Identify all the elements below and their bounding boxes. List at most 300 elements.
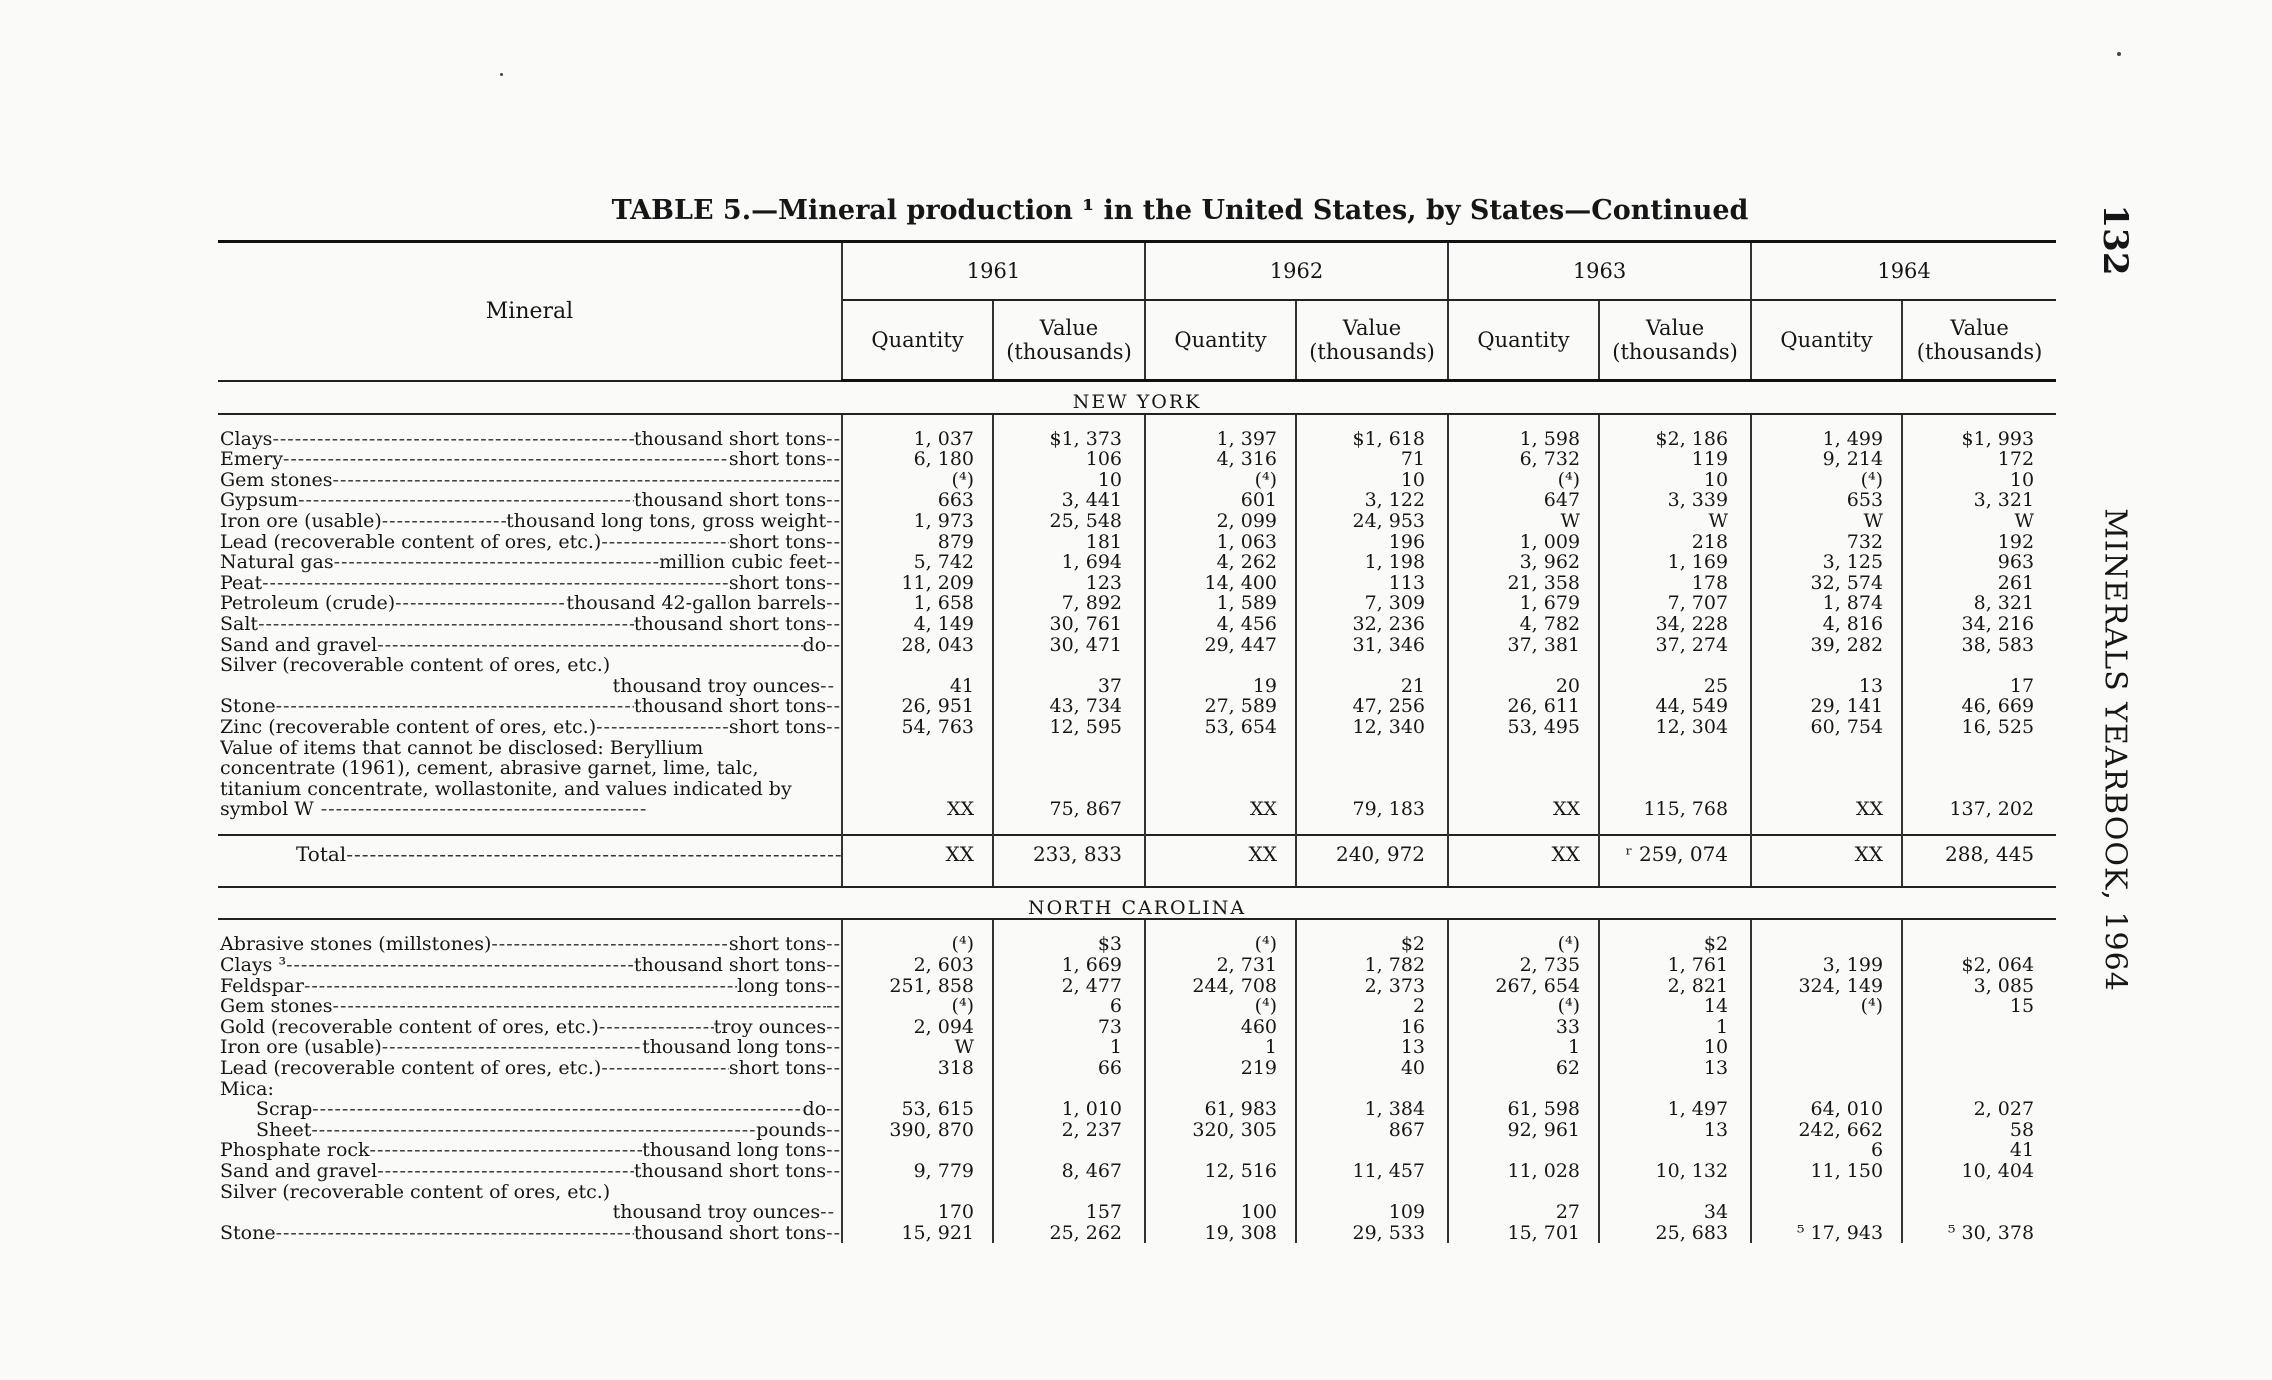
value-cell: 3, 122 (1296, 490, 1448, 511)
spacer-cell (1902, 820, 2056, 835)
quantity-cell (1751, 655, 1902, 676)
mineral-name-text: Gem stones (220, 996, 333, 1017)
quantity-cell: XX (1145, 835, 1296, 872)
table-row (218, 696, 2056, 717)
mineral-label (220, 934, 841, 955)
mineral-unit-text: thousand 42-gallon barrels (566, 593, 827, 614)
leader-dots: -- (820, 675, 835, 697)
spacer-cell (1145, 919, 1296, 934)
quantity-cell: 15, 701 (1448, 1223, 1599, 1244)
value-cell: 13 (1599, 1058, 1751, 1079)
value-cell: 8, 321 (1902, 593, 2056, 614)
quantity-cell: 4, 316 (1145, 449, 1296, 470)
table-row (218, 1202, 2056, 1223)
page-number (2085, 200, 2145, 280)
mineral-name-cell (218, 1120, 842, 1141)
value-cell: 13 (1296, 1037, 1448, 1058)
quantity-cell: 1, 009 (1448, 532, 1599, 553)
leader-dots (346, 844, 841, 865)
value-cell: 2 (1296, 996, 1448, 1017)
quantity-cell: 60, 754 (1751, 717, 1902, 738)
leader-dots: -- (826, 572, 841, 594)
quantity-cell (1751, 1058, 1902, 1079)
quantity-cell: XX (842, 738, 993, 820)
production-table-container (218, 240, 2056, 1243)
quantity-cell: 26, 951 (842, 696, 993, 717)
table-row (218, 1182, 2056, 1203)
value-cell: 66 (993, 1058, 1145, 1079)
spacer-cell (1296, 414, 1448, 429)
value-cell (1902, 934, 2056, 955)
quantity-cell: 1, 598 (1448, 429, 1599, 450)
value-cell: $1, 373 (993, 429, 1145, 450)
value-cell: 44, 549 (1599, 696, 1751, 717)
quantity-cell: 20 (1448, 676, 1599, 697)
quantity-cell: ⁵ 17, 943 (1751, 1223, 1902, 1244)
quantity-cell: 53, 654 (1145, 717, 1296, 738)
quantity-cell: 11, 028 (1448, 1161, 1599, 1182)
value-cell: 172 (1902, 449, 2056, 470)
value-cell (1296, 1140, 1448, 1161)
mineral-label (220, 1223, 841, 1244)
spacer-cell (842, 919, 993, 934)
leader-dots (258, 614, 634, 635)
value-cell: $2, 186 (1599, 429, 1751, 450)
table-row (218, 976, 2056, 997)
leader-dots: -- (826, 552, 841, 573)
quantity-cell: 29, 447 (1145, 635, 1296, 656)
spacer-cell (1599, 414, 1751, 429)
quantity-cell: 2, 735 (1448, 955, 1599, 976)
value-cell: 71 (1296, 449, 1448, 470)
value-cell: 1, 169 (1599, 552, 1751, 573)
value-cell: $3 (993, 934, 1145, 955)
table-row (218, 1140, 2056, 1161)
value-cell: 30, 471 (993, 635, 1145, 656)
mineral-label (220, 1161, 841, 1182)
spacer-cell (1145, 872, 1296, 887)
value-cell: 15 (1902, 996, 2056, 1017)
spacer-cell (1448, 820, 1599, 835)
quantity-cell: 39, 282 (1751, 635, 1902, 656)
leader-dots (276, 1223, 634, 1244)
mineral-label (220, 635, 841, 656)
leader-dots: -- (826, 510, 841, 532)
leader-dots: -- (826, 1140, 841, 1161)
mineral-label (220, 614, 841, 635)
quantity-cell: (⁴) (842, 996, 993, 1017)
quantity-cell: 3, 962 (1448, 552, 1599, 573)
quantity-cell: 19 (1145, 676, 1296, 697)
quantity-cell: 53, 615 (842, 1099, 993, 1120)
value-cell: 10 (1599, 470, 1751, 491)
mineral-label (220, 552, 841, 573)
table-title: TABLE 5.—Mineral production ¹ in the United States, by States—Continued (611, 195, 1749, 226)
quantity-cell: 92, 961 (1448, 1120, 1599, 1141)
value-cell: 10 (1296, 470, 1448, 491)
table-row (218, 1223, 2056, 1244)
table-row (218, 717, 2056, 738)
spacer-cell (1599, 872, 1751, 887)
quantity-cell: 27, 589 (1145, 696, 1296, 717)
value-cell: 1, 010 (993, 1099, 1145, 1120)
mineral-name-text: Gypsum (220, 490, 299, 511)
year-header-1963: 1963 (1448, 242, 1751, 301)
quantity-cell: 219 (1145, 1058, 1296, 1079)
value-cell (1902, 1017, 2056, 1038)
table-row (218, 593, 2056, 614)
mineral-label (220, 717, 841, 738)
mineral-name-text: Emery (220, 449, 283, 470)
quantity-cell: (⁴) (842, 470, 993, 491)
quantity-cell: (⁴) (1145, 470, 1296, 491)
value-cell: 34, 228 (1599, 614, 1751, 635)
mineral-unit-text: long tons (737, 975, 827, 997)
value-cell: 11, 457 (1296, 1161, 1448, 1182)
page-number-text: 132 (2095, 204, 2135, 276)
value-cell: 963 (1902, 552, 2056, 573)
value-cell: 7, 707 (1599, 593, 1751, 614)
mineral-name-text: Mica: (220, 1078, 274, 1100)
value-cell: 12, 304 (1599, 717, 1751, 738)
quantity-cell: 1, 589 (1145, 593, 1296, 614)
mineral-unit-text: thousand short tons (633, 696, 827, 717)
quantity-cell: 27 (1448, 1202, 1599, 1223)
spacer-cell (1296, 872, 1448, 887)
quantity-header: Quantity (1448, 300, 1599, 381)
quantity-cell: XX (1448, 835, 1599, 872)
value-cell: 240, 972 (1296, 835, 1448, 872)
mineral-name-text: Feldspar (220, 975, 304, 997)
undisclosed-label: Value of items that cannot be disclosed: Beryllium concentrate (1961), cement, abrasive garnet, lime, talc, titanium concentrate, wollastonite, and values indicated by symbol W (220, 737, 792, 820)
mineral-name-text: Natural gas (220, 552, 334, 573)
quantity-cell: XX (1448, 738, 1599, 820)
spacer-cell (1448, 872, 1599, 887)
spacer-cell (993, 820, 1145, 835)
quantity-cell: XX (1751, 738, 1902, 820)
value-header (993, 300, 1145, 381)
value-cell: 10, 404 (1902, 1161, 2056, 1182)
quantity-cell: 1, 499 (1751, 429, 1902, 450)
spacer-cell (1448, 414, 1599, 429)
mineral-label (220, 1099, 841, 1120)
quantity-cell: 4, 816 (1751, 614, 1902, 635)
value-cell: 2, 237 (993, 1120, 1145, 1141)
leader-dots: -- (826, 996, 841, 1017)
quantity-cell: 1 (1448, 1037, 1599, 1058)
mineral-name-text: Gem stones (220, 469, 333, 491)
value-cell: 192 (1902, 532, 2056, 553)
quantity-cell: 2, 099 (1145, 511, 1296, 532)
section-end-row (218, 872, 2056, 887)
quantity-header: Quantity (842, 300, 993, 381)
value-cell: $1, 993 (1902, 429, 2056, 450)
quantity-cell: 3, 199 (1751, 955, 1902, 976)
mineral-unit-text: thousand short tons (633, 613, 827, 635)
quantity-cell: 13 (1751, 676, 1902, 697)
value-cell (1599, 655, 1751, 676)
mineral-column-header: Mineral (218, 242, 842, 381)
table-row (218, 1017, 2056, 1038)
value-cell: 41 (1902, 1140, 2056, 1161)
total-label (220, 844, 841, 865)
value-cell: 34, 216 (1902, 614, 2056, 635)
mineral-label (220, 655, 841, 676)
quantity-cell: 5, 742 (842, 552, 993, 573)
quantity-cell (1751, 1182, 1902, 1203)
value-cell (1902, 1182, 2056, 1203)
value-header (1902, 300, 2056, 381)
value-cell: 2, 821 (1599, 976, 1751, 997)
leader-dots: -- (826, 613, 841, 635)
leader-dots: -- (826, 490, 841, 511)
leader-dots (601, 1058, 729, 1079)
value-cell (1296, 655, 1448, 676)
leader-dots (377, 635, 802, 656)
quantity-cell: 320, 305 (1145, 1120, 1296, 1141)
mineral-name-cell (218, 470, 842, 491)
leader-dots (491, 934, 729, 955)
leader-dots: -- (820, 1202, 835, 1223)
quantity-cell: (⁴) (1751, 996, 1902, 1017)
section-header-row (218, 887, 2056, 920)
value-cell: 1, 761 (1599, 955, 1751, 976)
leader-dots: -- (826, 469, 841, 491)
leader-dots (370, 1140, 643, 1161)
value-cell: 38, 583 (1902, 635, 2056, 656)
quantity-cell: 100 (1145, 1202, 1296, 1223)
value-cell: 1, 384 (1296, 1099, 1448, 1120)
mineral-name-text: Stone (220, 696, 276, 717)
table-row (218, 655, 2056, 676)
quantity-cell: (⁴) (842, 934, 993, 955)
quantity-cell (1145, 655, 1296, 676)
quantity-cell: 12, 516 (1145, 1161, 1296, 1182)
leader-dots (311, 1120, 756, 1141)
mineral-name-text: Sheet (256, 1119, 312, 1141)
value-cell: 29, 533 (1296, 1223, 1448, 1244)
mineral-name-cell (218, 1099, 842, 1120)
quantity-cell: 4, 782 (1448, 614, 1599, 635)
mineral-label (220, 490, 841, 511)
leader-dots: -- (826, 1037, 841, 1059)
spacer-cell (1751, 919, 1902, 934)
mineral-unit-text: short tons (728, 572, 827, 594)
year-header-1962: 1962 (1145, 242, 1448, 301)
quantity-cell: 64, 010 (1751, 1099, 1902, 1120)
value-cell: 119 (1599, 449, 1751, 470)
mineral-label (220, 996, 841, 1017)
value-cell (993, 1140, 1145, 1161)
spacer-cell (218, 919, 842, 934)
spacer-cell (1751, 820, 1902, 835)
value-cell: 3, 441 (993, 490, 1145, 511)
value-header-unit: (thousands) (1612, 340, 1738, 364)
value-cell: 24, 953 (1296, 511, 1448, 532)
mineral-name-cell (218, 429, 842, 450)
quantity-cell: (⁴) (1448, 934, 1599, 955)
quantity-cell: 1, 037 (842, 429, 993, 450)
value-cell: 16, 525 (1902, 717, 2056, 738)
value-cell: 218 (1599, 532, 1751, 553)
value-cell (993, 655, 1145, 676)
quantity-cell: (⁴) (1751, 470, 1902, 491)
spacer-cell (218, 414, 842, 429)
value-cell: 867 (1296, 1120, 1448, 1141)
table-row (218, 511, 2056, 532)
table-row (218, 1058, 2056, 1079)
leader-dots (298, 490, 634, 511)
mineral-label (220, 449, 841, 470)
spacer-cell (1296, 820, 1448, 835)
quantity-cell: 11, 209 (842, 573, 993, 594)
table-row (218, 552, 2056, 573)
value-cell: ⁵ 30, 378 (1902, 1223, 2056, 1244)
value-cell: 3, 321 (1902, 490, 2056, 511)
mineral-unit-text: troy ounces (713, 1016, 827, 1038)
spacer-cell (1296, 919, 1448, 934)
quantity-cell: (⁴) (1145, 996, 1296, 1017)
mineral-name-text: Clays ³ (220, 955, 287, 976)
mineral-unit-text: short tons (728, 449, 827, 470)
leader-dots (304, 976, 737, 997)
quantity-cell: W (1751, 511, 1902, 532)
value-cell: 43, 734 (993, 696, 1145, 717)
value-cell: 37, 274 (1599, 635, 1751, 656)
table-row (218, 573, 2056, 594)
quantity-cell: 19, 308 (1145, 1223, 1296, 1244)
quantity-cell: 390, 870 (842, 1120, 993, 1141)
quantity-cell: (⁴) (1145, 934, 1296, 955)
mineral-unit-text: short tons (728, 934, 827, 956)
mineral-label (220, 1058, 841, 1079)
total-text: Total (296, 843, 347, 865)
value-cell: 1, 782 (1296, 955, 1448, 976)
table-row (218, 1120, 2056, 1141)
quantity-cell (1145, 1140, 1296, 1161)
quantity-cell: 26, 611 (1448, 696, 1599, 717)
spacer-cell (1145, 820, 1296, 835)
mineral-name-cell (218, 1161, 842, 1182)
mineral-label (220, 593, 841, 614)
leader-dots (596, 717, 729, 738)
value-cell: 109 (1296, 1202, 1448, 1223)
mineral-name-cell (218, 1182, 842, 1203)
value-cell: $2 (1296, 934, 1448, 955)
quantity-cell (842, 1079, 993, 1100)
spacer-cell (1751, 414, 1902, 429)
quantity-cell: 61, 983 (1145, 1099, 1296, 1120)
quantity-cell (842, 1182, 993, 1203)
mineral-name-cell (218, 593, 842, 614)
leader-dots: -- (826, 1222, 841, 1244)
table-row (218, 635, 2056, 656)
mineral-name-text: Clays (220, 428, 273, 450)
value-cell: 261 (1902, 573, 2056, 594)
mineral-label (220, 511, 841, 532)
leader-dots: -- (826, 531, 841, 553)
value-cell: 7, 892 (993, 593, 1145, 614)
mineral-name-cell (218, 1058, 842, 1079)
spacer-cell (842, 872, 993, 887)
table-row (218, 996, 2056, 1017)
spacer-cell (1902, 872, 2056, 887)
quantity-cell: 4, 149 (842, 614, 993, 635)
quantity-cell: 53, 495 (1448, 717, 1599, 738)
mineral-name-text: Gold (recoverable content of ores, etc.) (220, 1016, 599, 1038)
value-cell: 2, 373 (1296, 976, 1448, 997)
leader-dots (601, 532, 729, 553)
quantity-cell: 32, 574 (1751, 573, 1902, 594)
leader-dots (333, 996, 827, 1017)
mineral-label (220, 1140, 841, 1161)
mineral-name-text: Scrap (256, 1099, 313, 1120)
leader-dots (599, 1017, 714, 1038)
running-head (2085, 510, 2145, 990)
value-cell: 37 (993, 676, 1145, 697)
value-header (1599, 300, 1751, 381)
mineral-name-cell (218, 717, 842, 738)
running-head-text: MINERALS YEARBOOK, 1964 (2097, 508, 2133, 992)
quantity-cell (1751, 1079, 1902, 1100)
table-row (218, 676, 2056, 697)
mineral-name-cell (218, 676, 842, 697)
quantity-cell: 653 (1751, 490, 1902, 511)
mineral-name-text: Stone (220, 1222, 276, 1244)
value-cell: 14 (1599, 996, 1751, 1017)
mineral-unit-text: thousand short tons (633, 955, 827, 976)
leader-dots: -- (826, 716, 841, 738)
quantity-cell: XX (1751, 835, 1902, 872)
quantity-cell: 29, 141 (1751, 696, 1902, 717)
quantity-cell: 251, 858 (842, 976, 993, 997)
quantity-cell (842, 655, 993, 676)
value-cell (1296, 1182, 1448, 1203)
leader-dots: -- (826, 1058, 841, 1079)
quantity-cell: 1 (1145, 1037, 1296, 1058)
mineral-name-cell (218, 1140, 842, 1161)
total-row (218, 835, 2056, 872)
production-table (218, 240, 2056, 1243)
spacer-cell (1902, 414, 2056, 429)
leader-dots (283, 449, 729, 470)
section-title: NORTH CAROLINA (218, 887, 2056, 920)
value-cell (993, 1182, 1145, 1203)
leader-dots (276, 696, 634, 717)
quantity-cell: 663 (842, 490, 993, 511)
mineral-label (220, 1017, 841, 1038)
table-row (218, 934, 2056, 955)
mineral-name-text: Abrasive stones (millstones) (220, 934, 492, 956)
quantity-cell: 6, 180 (842, 449, 993, 470)
table-row (218, 1161, 2056, 1182)
value-cell: 233, 833 (993, 835, 1145, 872)
quantity-cell: 9, 214 (1751, 449, 1902, 470)
mineral-name-cell (218, 835, 842, 872)
mineral-name-text: Iron ore (usable) (220, 510, 382, 532)
quantity-cell: 324, 149 (1751, 976, 1902, 997)
quantity-cell (1751, 1017, 1902, 1038)
value-cell (1296, 1079, 1448, 1100)
leader-dots: -- (826, 1119, 841, 1141)
table-row (218, 1099, 2056, 1120)
leader-dots (334, 552, 660, 573)
spacer-cell (993, 414, 1145, 429)
leader-dots (262, 573, 729, 594)
mineral-unit-text: do (802, 1099, 827, 1120)
mineral-name-cell (218, 955, 842, 976)
quantity-cell: 267, 654 (1448, 976, 1599, 997)
